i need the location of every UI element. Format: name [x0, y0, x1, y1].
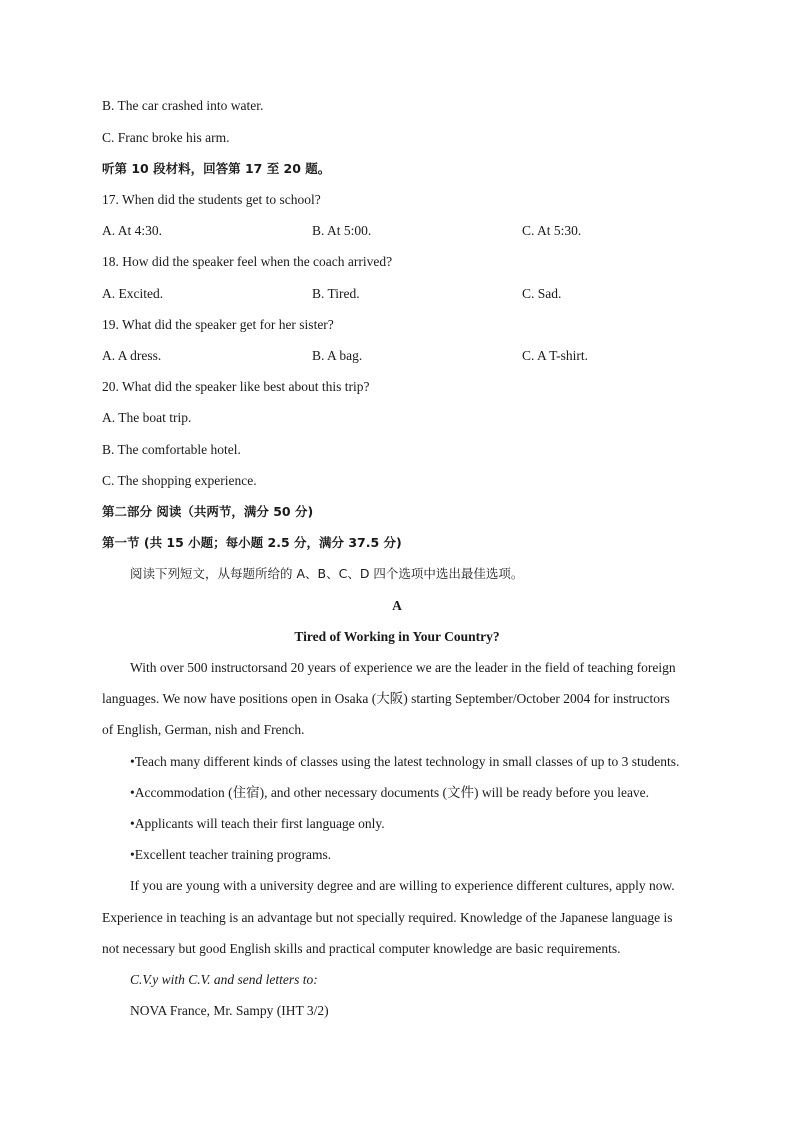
reading-instruction: 阅读下列短文，从每题所给的 A、B、C、D 四个选项中选出最佳选项。 [130, 566, 524, 581]
q20-option-c: C. The shopping experience. [102, 473, 257, 488]
bullet-3: •Applicants will teach their first language only. [130, 816, 385, 831]
q19-option-c: C. A T-shirt. [522, 348, 589, 363]
q16-option-c: C. Franc broke his arm. [102, 130, 230, 145]
q17-option-a: A. At 4:30. [102, 223, 163, 238]
bullet-4: •Excellent teacher training programs. [130, 847, 332, 862]
address-line: NOVA France, Mr. Sampy (IHT 3/2) [130, 1003, 329, 1018]
q19-stem: 19. What did the speaker get for her sister? [102, 317, 334, 332]
q20-option-b: B. The comfortable hotel. [102, 442, 241, 457]
q18-stem: 18. How did the speaker feel when the coach arrived? [102, 254, 393, 269]
para2-line-1: If you are young with a university degree and are willing to experience different cultures, apply now. [130, 878, 675, 893]
para1-line-2: languages. We now have positions open in Osaka (大阪) starting September/October 2004 for instructors [102, 691, 670, 706]
q20-stem: 20. What did the speaker like best about this trip? [102, 379, 370, 394]
q19-option-b: B. A bag. [312, 348, 363, 363]
send-instructions: C.V.y with C.V. and send letters to: [130, 972, 318, 987]
passage-title: Tired of Working in Your Country? [294, 629, 500, 644]
section10-heading: 听第 10 段材料，回答第 17 至 20 题。 [102, 161, 331, 176]
bullet-2: •Accommodation (住宿), and other necessary documents (文件) will be ready before you leave. [130, 785, 650, 800]
para1-line-1: With over 500 instructorsand 20 years of experience we are the leader in the field of teaching foreign [130, 660, 676, 675]
para2-line-3: not necessary but good English skills and practical computer knowledge are basic requirements. [102, 941, 621, 956]
q17-stem: 17. When did the students get to school? [102, 192, 321, 207]
q17-option-c: C. At 5:30. [522, 223, 582, 238]
q19-option-a: A. A dress. [102, 348, 162, 363]
q20-option-a: A. The boat trip. [102, 410, 192, 425]
reading-part-heading: 第二部分 阅读（共两节，满分 50 分) [102, 504, 314, 519]
q17-option-b: B. At 5:00. [312, 223, 372, 238]
para1-line-3: of English, German, nish and French. [102, 722, 305, 737]
q16-option-b: B. The car crashed into water. [102, 98, 264, 113]
q18-option-a: A. Excited. [102, 286, 164, 301]
q18-option-b: B. Tired. [312, 286, 360, 301]
q18-option-c: C. Sad. [522, 286, 562, 301]
passage-label: A [392, 598, 402, 613]
para2-line-2: Experience in teaching is an advantage but not specially required. Knowledge of the Japanese language is [102, 910, 673, 925]
bullet-1: •Teach many different kinds of classes using the latest technology in small classes of up to 3 students. [130, 754, 680, 769]
reading-section-heading: 第一节 (共 15 小题；每小题 2.5 分，满分 37.5 分) [102, 535, 402, 550]
